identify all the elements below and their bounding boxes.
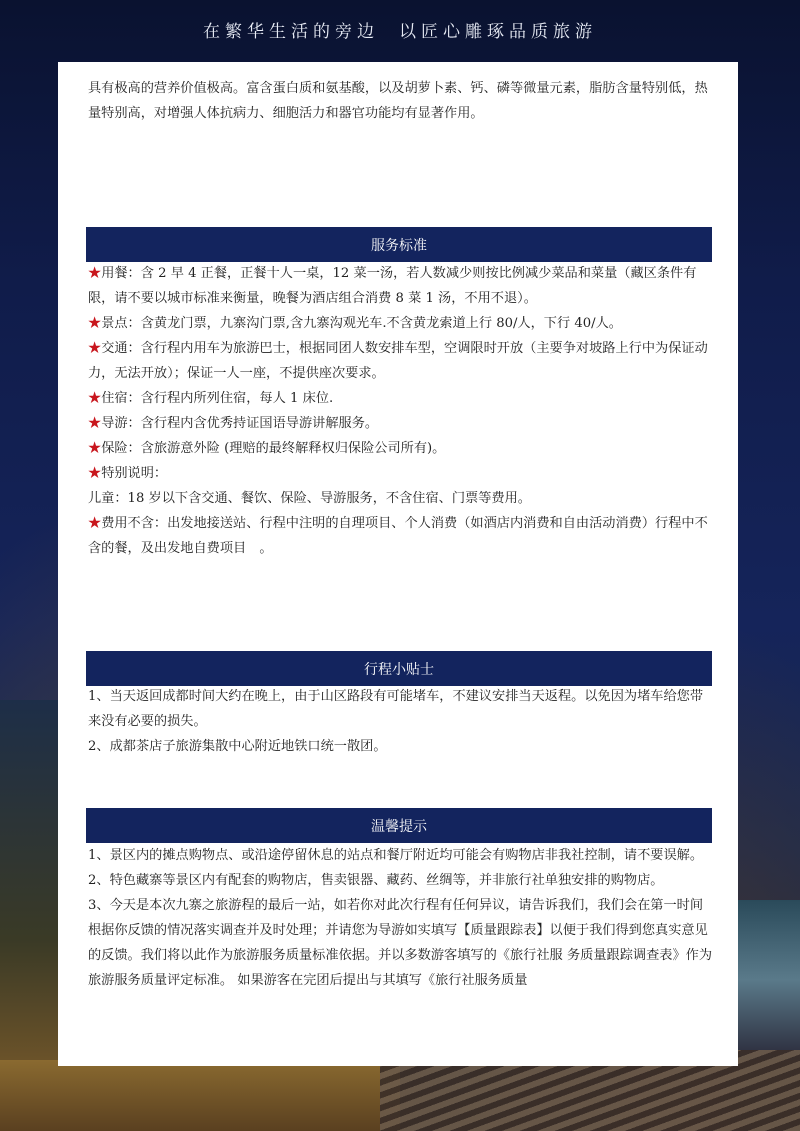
- background-foliage: [0, 1060, 400, 1131]
- intro-paragraph: 具有极高的营养价值极高。富含蛋白质和氨基酸，以及胡萝卜素、钙、磷等微量元素，脂肪含量特别低，热量特别高，对增强人体抗病力、细胞活力和器官功能均有显著作用。: [88, 81, 708, 121]
- service-section-title: 服务标准: [371, 237, 427, 254]
- star-icon: ★: [88, 416, 102, 431]
- tips-section-header: [86, 651, 712, 686]
- service-item-attractions: ★景点：含黄龙门票，九寨沟门票,含九寨沟观光车.不含黄龙索道上行 80/人，下行 40/人。: [88, 316, 622, 331]
- star-icon: ★: [88, 516, 102, 531]
- star-icon: ★: [88, 391, 102, 406]
- warm-section-title: 温馨提示: [371, 818, 427, 835]
- star-icon: ★: [88, 341, 102, 356]
- service-item-children: 儿童：18 岁以下含交通、餐饮、保险、导游服务，不含住宿、门票等费用。: [88, 491, 531, 506]
- tips-section-title: 行程小贴士: [364, 661, 434, 678]
- warm-section-header: [86, 808, 712, 843]
- star-icon: ★: [88, 466, 102, 481]
- service-item-guide: ★导游：含行程内含优秀持证国语导游讲解服务。: [88, 416, 379, 431]
- service-list: [88, 261, 712, 561]
- tagline-part1: 在繁华生活的旁边: [203, 21, 379, 42]
- tagline-part2: 以匠心雕琢品质旅游: [399, 21, 597, 42]
- background-river: [738, 900, 800, 1060]
- service-item-meals: ★用餐：含 2 早 4 正餐，正餐十人一桌，12 菜一汤，若人数减少则按比例减少菜品和菜量（藏区条件有限，请不要以城市标准来衡量，晚餐为酒店组合消费 8 菜 1 汤，不用不退）。: [88, 266, 697, 306]
- warm-list: [88, 843, 712, 993]
- service-item-special: ★特别说明：: [88, 466, 168, 481]
- service-item-transport: ★交通：含行程内用车为旅游巴士，根据同团人数安排车型，空调限时开放（主要争对坡路上行中为保证动力，无法开放）；保证一人一座，不提供座次要求。: [88, 341, 708, 381]
- header-tagline: [0, 0, 800, 58]
- star-icon: ★: [88, 316, 102, 331]
- tips-item: 1、当天返回成都时间大约在晚上，由于山区路段有可能堵车，不建议安排当天返程。以免因为堵车给您带来没有必要的损失。: [88, 689, 704, 729]
- service-item-lodging: ★住宿：含行程内所列住宿，每人 1 床位.: [88, 391, 334, 406]
- warm-item: 3、今天是本次九寨之旅游程的最后一站，如若你对此次行程有任何异议，请告诉我们，我们会在第一时间根据你反馈的情况落实调查并及时处理；并请您为导游如实填写【质量跟踪表】以便于我们得到您真实意见的反馈。我们将以此作为旅游服务质量标准依据。并以多数游客填写的《旅行社服 务质量跟踪调查表》作为旅游服务质量评定标准。 如果游客在完团后提出与其填写《旅行社服务质量: [88, 898, 713, 988]
- content-card: [58, 62, 738, 1066]
- tips-list: [88, 684, 712, 759]
- warm-item: 2、特色藏寨等景区内有配套的购物店，售卖银器、藏药、丝绸等，并非旅行社单独安排的购物店。: [88, 873, 664, 888]
- star-icon: ★: [88, 266, 102, 281]
- star-icon: ★: [88, 441, 102, 456]
- service-item-excluded: ★费用不含：出发地接送站、行程中注明的自理项目、个人消费（如酒店内消费和自由活动消费）行程中不含的餐，及出发地自费项目 。: [88, 516, 708, 556]
- service-section-header: [86, 227, 712, 262]
- intro-section: [88, 76, 712, 126]
- service-item-insurance: ★保险：含旅游意外险 (理赔的最终解释权归保险公司所有)。: [88, 441, 446, 456]
- warm-item: 1、景区内的摊点购物点、或沿途停留休息的站点和餐厅附近均可能会有购物店非我社控制，请不要误解。: [88, 848, 704, 863]
- background-trees: [0, 700, 58, 1100]
- tips-item: 2、成都茶店子旅游集散中心附近地铁口统一散团。: [88, 739, 387, 754]
